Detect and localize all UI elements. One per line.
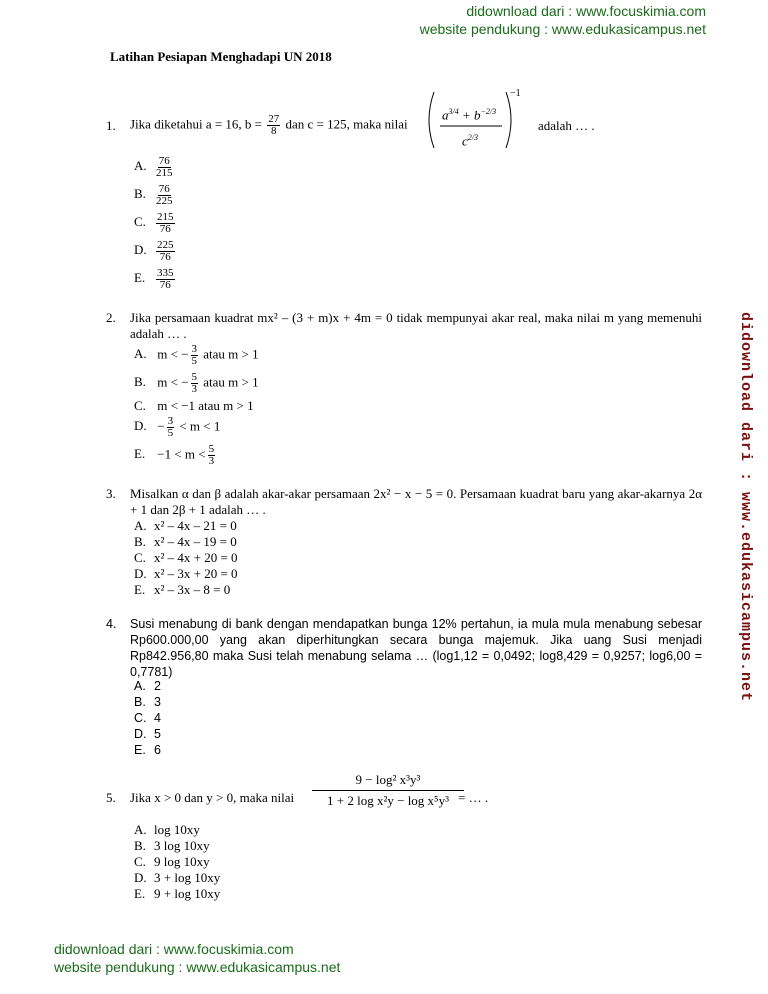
watermark-top-line1: didownload dari : www.focuskimia.com	[466, 3, 706, 19]
option-e[interactable]	[134, 742, 161, 758]
option-pre: −1 < m <	[157, 446, 206, 462]
question-text: Susi menabung di bank dengan mendapatkan bunga 12% pertahun, ia mula mula menabung sebesar Rp600.000,00 yang akan diperhitungkan secara bunga majemuk. Jika uang Susi menjadi Rp842.956,80 maka Susi telah menabung selama … (log1,12 = 0,0492; log8,429 = 0,9257; log6,00 = 0,7781)	[130, 617, 702, 679]
option-b[interactable]	[134, 694, 161, 710]
option-a[interactable]	[134, 678, 161, 694]
frac-num: 5	[191, 371, 198, 383]
option-pre: m < −	[157, 374, 189, 390]
option-b[interactable]	[134, 184, 175, 207]
option-letter: B.	[134, 838, 146, 853]
watermark-bottom	[54, 940, 340, 976]
option-text: 4	[154, 711, 161, 725]
option-a[interactable]	[134, 822, 200, 838]
option-d[interactable]	[134, 726, 161, 742]
option-text: 5	[154, 727, 161, 741]
q1-text-part1: Jika diketahui a = 16, b =	[130, 116, 262, 132]
question-text: Misalkan α dan β adalah akar-akar persamaan 2x² − x − 5 = 0. Persamaan kuadrat baru yang akar-akarnya 2α + 1 dan 2β + 1 adalah … .	[130, 486, 702, 517]
option-a[interactable]	[134, 344, 259, 367]
frac-den: 5	[167, 427, 174, 439]
exp-a: 3/4	[448, 107, 459, 116]
option-b[interactable]	[134, 534, 237, 550]
option-fraction	[156, 240, 175, 263]
option-text: x² – 3x – 8 = 0	[154, 582, 231, 597]
option-letter: C.	[134, 398, 146, 413]
option-letter: B.	[134, 534, 146, 549]
option-letter: D.	[134, 566, 147, 581]
frac-num: 76	[158, 183, 170, 195]
option-letter: D.	[134, 242, 147, 258]
option-letter: A.	[134, 822, 147, 837]
option-text: 6	[154, 743, 161, 757]
option-letter: D.	[134, 727, 147, 741]
frac-den: 215	[156, 167, 173, 179]
option-letter: E.	[134, 582, 146, 597]
option-letter: E.	[134, 743, 146, 757]
frac-den: 3	[208, 455, 215, 467]
watermark-bottom-line1: didownload dari : www.focuskimia.com	[54, 941, 294, 957]
q5-denominator: 1 + 2 log x²y − log x⁵y³	[327, 793, 449, 808]
outer-exponent: −1	[510, 88, 521, 99]
question-4	[106, 616, 702, 756]
option-text: x² – 3x + 20 = 0	[154, 566, 238, 581]
option-letter: C.	[134, 711, 147, 725]
q1-text-part2: dan c = 125, maka nilai	[285, 116, 408, 132]
option-e[interactable]	[134, 444, 217, 467]
option-e[interactable]	[134, 886, 220, 902]
var-a: a	[442, 107, 449, 123]
option-letter: B.	[134, 374, 146, 390]
option-letter: E.	[134, 886, 146, 901]
option-letter: C.	[134, 854, 146, 869]
q5-tail: = … .	[458, 790, 489, 805]
option-c[interactable]	[134, 710, 161, 726]
option-fraction	[191, 372, 199, 395]
question-1	[106, 84, 702, 294]
option-fraction	[156, 268, 175, 291]
option-fraction	[167, 416, 175, 439]
option-text: 3 + log 10xy	[154, 870, 221, 885]
numerator-expr: $a^{3/4} + b^{-2/3}$	[442, 107, 497, 123]
option-text: 9 log 10xy	[154, 854, 210, 869]
option-b[interactable]	[134, 838, 210, 854]
question-number: 2.	[106, 310, 116, 325]
option-letter: E.	[134, 270, 146, 286]
option-text: m < −1 atau m > 1	[157, 398, 254, 413]
frac-den: 76	[159, 279, 171, 291]
option-letter: A.	[134, 518, 147, 533]
frac-den: 5	[191, 355, 198, 367]
option-letter: E.	[134, 446, 146, 462]
var-b: b	[474, 107, 481, 123]
question-3	[106, 486, 702, 598]
option-text: 9 + log 10xy	[154, 886, 221, 901]
option-fraction	[156, 156, 173, 179]
option-c[interactable]	[134, 854, 210, 870]
frac-den: 76	[159, 251, 171, 263]
frac-num: 3	[167, 415, 174, 427]
exp-b: −2/3	[480, 107, 497, 116]
option-b[interactable]	[134, 372, 259, 395]
option-text: x² – 4x + 20 = 0	[154, 550, 238, 565]
q5-fraction	[312, 772, 464, 809]
exp-c: 2/3	[467, 133, 479, 142]
option-a[interactable]	[134, 156, 175, 179]
q5-numerator: 9 − log² x³y³	[312, 772, 464, 791]
option-d[interactable]	[134, 566, 238, 582]
question-number: 4.	[106, 617, 117, 631]
frac-num: 76	[158, 155, 170, 167]
option-fraction	[156, 212, 175, 235]
option-letter: B.	[134, 695, 146, 709]
q1-expression	[424, 88, 524, 150]
frac-den: 8	[271, 125, 277, 137]
option-d[interactable]	[134, 416, 220, 439]
option-c[interactable]	[134, 212, 177, 235]
option-letter: A.	[134, 679, 146, 693]
option-text: 3 log 10xy	[154, 838, 210, 853]
option-a[interactable]	[134, 518, 237, 534]
fraction-b	[267, 114, 280, 137]
q1-tail: adalah … .	[538, 118, 595, 133]
option-letter: B.	[134, 186, 146, 202]
option-letter: D.	[134, 870, 147, 885]
frac-den: 76	[159, 223, 171, 235]
option-post: < m < 1	[179, 418, 221, 434]
option-fraction	[208, 444, 216, 467]
option-text: 3	[154, 695, 161, 709]
question-text	[130, 114, 702, 137]
option-letter: D.	[134, 418, 147, 434]
frac-den: 3	[191, 383, 198, 395]
frac-num: 3	[191, 343, 198, 355]
watermark-top-line2: website pendukung : www.edukasicampus.net	[419, 21, 706, 37]
frac-num: 225	[157, 239, 174, 251]
question-5	[106, 770, 702, 902]
option-e[interactable]	[134, 268, 177, 291]
question-2	[106, 310, 702, 470]
question-number: 1.	[106, 118, 116, 133]
option-pre: m < −	[157, 346, 189, 362]
option-c[interactable]	[134, 398, 254, 414]
option-pre: −	[157, 418, 165, 434]
denominator-expr	[462, 130, 478, 149]
question-number: 3.	[106, 486, 116, 501]
question-text: Jika x > 0 dan y > 0, maka nilai	[130, 790, 295, 805]
option-letter: A.	[134, 346, 147, 362]
watermark-side: didownload dari : www.edukasicampus.net	[737, 312, 754, 703]
option-text: x² – 4x – 19 = 0	[154, 534, 237, 549]
var-c: c	[462, 133, 468, 149]
frac-num: 215	[157, 211, 174, 223]
option-text: x² – 4x – 21 = 0	[154, 518, 237, 533]
question-text: Jika persamaan kuadrat mx² – (3 + m)x + 4m = 0 tidak mempunyai akar real, maka nilai m yang memenuhi adalah … .	[130, 310, 702, 341]
page-title: Latihan Pesiapan Menghadapi UN 2018	[110, 49, 332, 64]
option-letter: C.	[134, 214, 146, 230]
option-text: log 10xy	[154, 822, 200, 837]
question-number: 5.	[106, 790, 116, 805]
frac-num: 335	[157, 267, 174, 279]
option-fraction	[191, 344, 199, 367]
option-e[interactable]	[134, 582, 230, 598]
option-fraction	[156, 184, 173, 207]
option-d[interactable]	[134, 870, 220, 886]
watermark-top	[420, 2, 706, 38]
option-letter: C.	[134, 550, 146, 565]
option-post: atau m > 1	[203, 346, 259, 362]
frac-den: 225	[156, 195, 173, 207]
frac-num: 27	[268, 113, 280, 125]
option-d[interactable]	[134, 240, 177, 263]
option-c[interactable]	[134, 550, 238, 566]
option-letter: A.	[134, 158, 147, 174]
option-text: 2	[154, 679, 161, 693]
option-post: atau m > 1	[203, 374, 259, 390]
frac-num: 5	[208, 443, 215, 455]
watermark-bottom-line2: website pendukung : www.edukasicampus.net	[54, 959, 341, 975]
